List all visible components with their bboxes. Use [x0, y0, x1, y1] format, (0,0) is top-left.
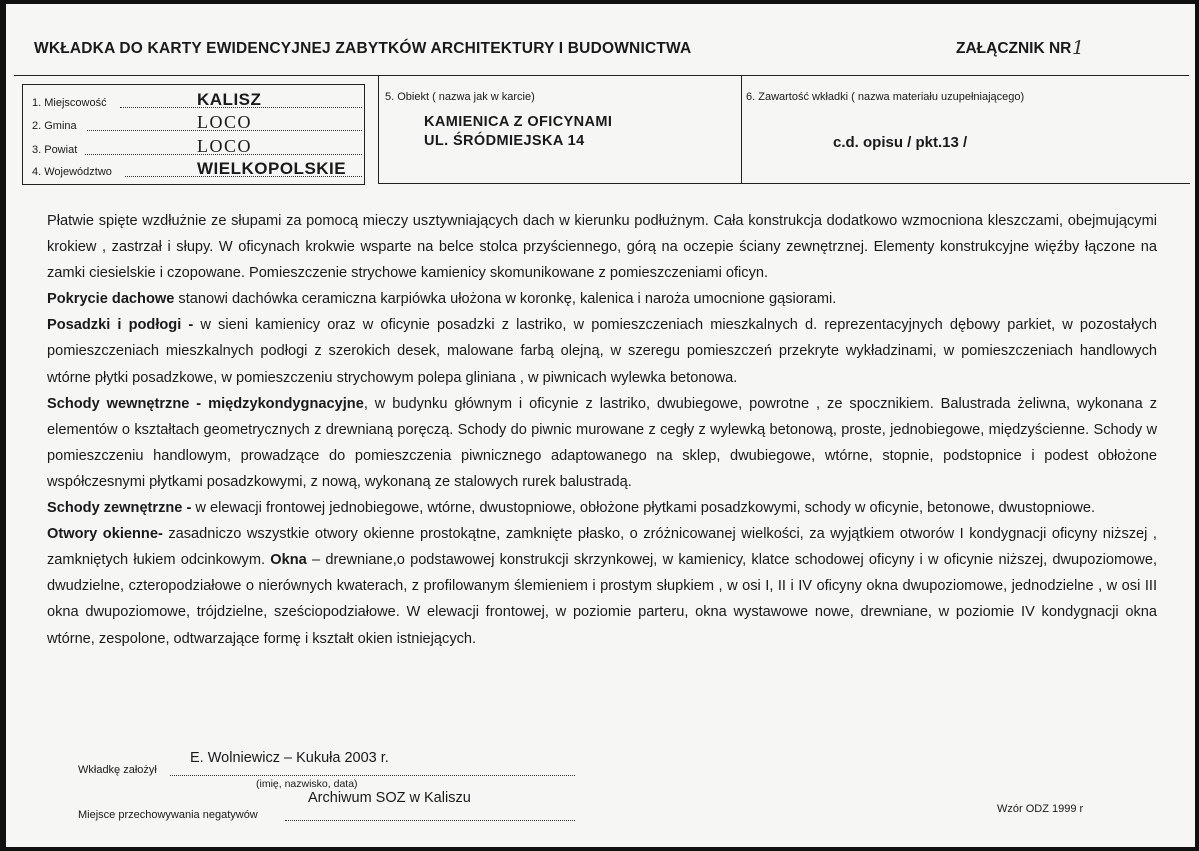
author-hint: (imię, nazwisko, data)	[256, 778, 358, 790]
header-divider	[14, 75, 1189, 76]
form-title: WKŁADKA DO KARTY EWIDENCYJNEJ ZABYTKÓW ARCHITEKTURY I BUDOWNICTWA	[34, 40, 692, 57]
negatives-label: Miejsce przechowywania negatywów	[78, 809, 258, 821]
heading-inner-stairs: Schody wewnętrzne - międzykondygnacyjne	[47, 395, 364, 412]
paragraph-windows	[47, 521, 1157, 651]
town-label: 1. Miejscowość	[32, 97, 107, 109]
paragraph-roofing	[47, 286, 1157, 312]
author-value: E. Wolniewicz – Kukuła 2003 r.	[190, 750, 389, 766]
scan-border-left	[0, 0, 6, 851]
text-roofing: stanowi dachówka ceramiczna karpiówka ułożona w koronkę, kalenica i naroża umocnione gąsiorami.	[174, 291, 837, 308]
object-label: 5. Obiekt ( nazwa jak w karcie)	[385, 91, 535, 103]
attachment-number: 1	[1072, 37, 1085, 59]
heading-window-openings: Otwory okienne-	[47, 526, 163, 543]
template-id: Wzór ODZ 1999 r	[997, 803, 1084, 815]
header-bottom-divider	[378, 183, 1190, 184]
paragraph-floors	[47, 312, 1157, 390]
commune-label: 2. Gmina	[32, 120, 77, 132]
text-floors: w sieni kamienicy oraz w oficynie posadzki z lastriko, w pomieszczeniach mieszkalnych d. reprezentacyjnych dębowy parkiet, w pozostałych pomieszczeniach mieszkalnych podłogi z szerokich desek, malowane farbą olejną, w szeregu pomieszczeń przekryte wykładzinami, w pomieszczeniach handlowych wtórne płytki posadzkowe, w pomieszczeniu strychowym polepa gliniana , w piwnicach wylewka betonowa.	[47, 317, 1157, 386]
province-field	[32, 159, 362, 180]
contents-label: 6. Zawartość wkładki ( nazwa materiału uzupełniającego)	[746, 91, 1025, 103]
town-value: KALISZ	[197, 90, 262, 109]
contents-value: c.d. opisu / pkt.13 /	[833, 134, 968, 151]
negatives-value: Archiwum SOZ w Kaliszu	[308, 790, 471, 806]
author-dots	[170, 775, 575, 776]
paragraph-roof-structure: Płatwie spięte wzdłużnie ze słupami za pomocą mieczy usztywniających dach w kierunku podłużnym. Cała konstrukcja dodatkowo wzmocniona kleszczami, obejmującymi krokiew , zastrzał i słupy. W oficynach krokwie wsparte na belce stolca przyściennego, górą na oczepie ściany zewnętrznej. Elementy konstrukcyjne więźby łączone na zamki ciesielskie i czopowane. Pomieszczenie strychowe kamienicy skomunikowane z pomieszczeniami oficyn.	[47, 213, 1157, 282]
commune-value: LOCO	[197, 112, 252, 132]
text-window-openings: zasadniczo wszystkie otwory okienne prostokątne, zamknięte płasko, o zróżnicowanej wielkości, za wyjątkiem otworów I kondygnacji oficyny niższej , zamkniętych łukiem odcinkowym.	[47, 526, 1157, 569]
commune-field	[32, 112, 362, 134]
paragraph-outer-stairs	[47, 495, 1157, 521]
town-field	[32, 90, 362, 111]
author-label: Wkładkę założył	[78, 764, 157, 776]
text-windows: – drewniane,o podstawowej konstrukcji skrzynkowej, w kamienicy, klatce schodowej oficyny i w oficynie niższej, dwupoziomowe, dwudzielne, czteropodziałowe o nierównych kwaterach, z profilowanym ślemieniem i prostym słupkiem , w osi I, II i IV oficyny okna dwupoziomowe, jednodzielne , w osi III okna dwupoziomowe, trójdzielne, sześciopodziałowe. W elewacji frontowej, w poziomie parteru, okna wystawowe nowe, drewniane, w poziomie IV kondygnacji okna wtórne, zespolone, odtwarzające formę i kształt okien istniejących.	[47, 552, 1157, 647]
scan-border-right	[1195, 0, 1199, 851]
scan-border-top	[0, 0, 1199, 4]
text-outer-stairs: w elewacji frontowej jednobiegowe, wtórne, dwustopniowe, obłożone płytkami posadzkowymi, schody w oficynie, betonowe, dwustopniowe.	[191, 500, 1096, 517]
text-inner-stairs: , w budynku głównym i oficynie z lastriko, dwubiegowe, powrotne , ze spocznikiem. Balustrada żeliwna, wykonana z elementów o kształtach geometrycznych z drewnianą poręczą. Schody do piwnic murowane z cegły z wylewką betonową, proste, jednobiegowe, międzyścienne. Schody w pomieszczeniu handlowym, prowadzące do pomieszczenia piwnicznego adaptowanego na sklep, dwubiegowe, wtórne, stopnie, podstopnice i podest obłożone współczesnymi płytkami posadzkowymi, z nową, wykonaną ze stalowych rurek balustradą.	[47, 395, 1157, 490]
province-label: 4. Województwo	[32, 166, 112, 178]
scan-border-bottom	[0, 847, 1199, 851]
column-divider-1	[378, 75, 379, 184]
object-name-line1: KAMIENICA Z OFICYNAMI	[424, 114, 613, 130]
county-field	[32, 136, 362, 158]
object-name-line2: UL. ŚRÓDMIEJSKA 14	[424, 133, 585, 149]
negatives-dots	[285, 820, 575, 821]
heading-outer-stairs: Schody zewnętrzne -	[47, 500, 192, 517]
description-body	[47, 208, 1157, 652]
attachment-label: ZAŁĄCZNIK NR	[956, 40, 1072, 57]
province-value: WIELKOPOLSKIE	[197, 159, 347, 178]
heading-roofing: Pokrycie dachowe	[47, 291, 175, 308]
heading-floors: Posadzki i podłogi -	[47, 317, 194, 334]
paragraph-inner-stairs	[47, 391, 1157, 495]
county-label: 3. Powiat	[32, 144, 78, 156]
column-divider-2	[741, 75, 742, 184]
heading-windows: Okna	[270, 552, 307, 569]
county-value: LOCO	[197, 136, 252, 156]
object-name	[424, 113, 612, 151]
